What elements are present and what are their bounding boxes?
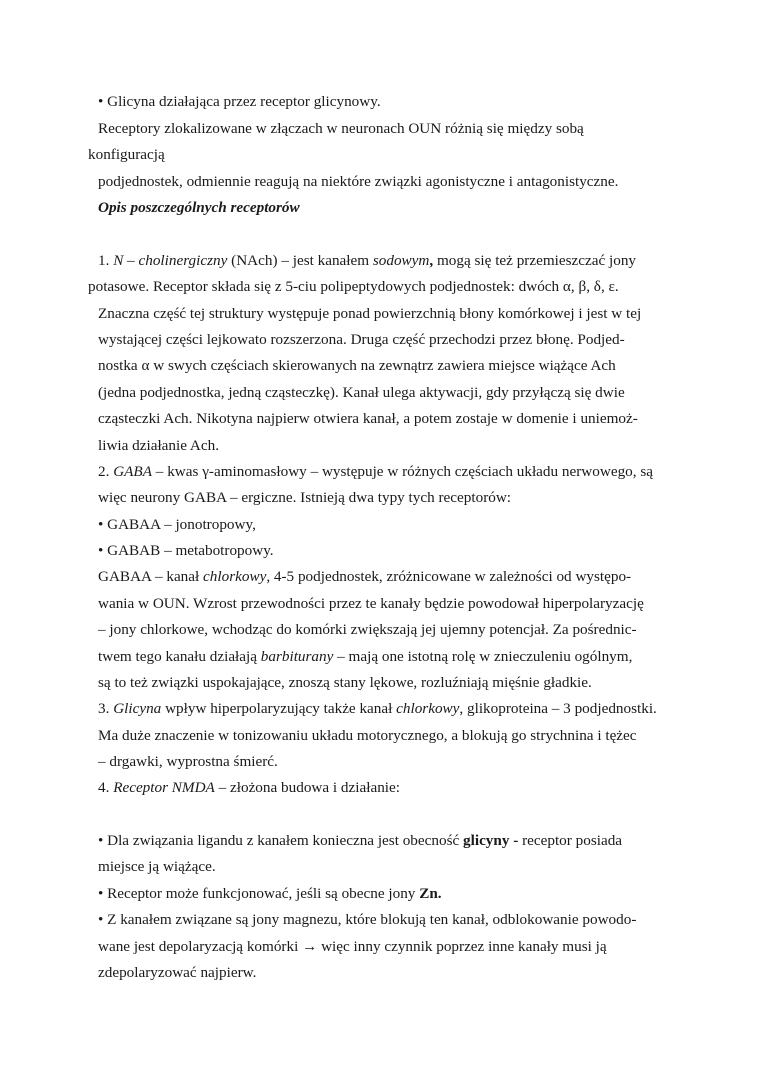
text-run: Znaczna część tej struktury występuje ponad powierzchnią błony komórkowej i jest w tej — [98, 305, 642, 322]
text-line — [98, 304, 641, 324]
text-line — [98, 488, 511, 508]
text-run: podjednostek, odmiennie reagują na niektóre związki agonistyczne i antagonistyczne. — [98, 173, 619, 190]
text-run: , glikoproteina – 3 podjednostki. — [459, 700, 657, 717]
text-run: 3. — [98, 700, 114, 717]
list-item — [98, 541, 274, 561]
text-run: • Receptor może funkcjonować, jeśli są obecne jony — [98, 885, 420, 902]
text-line — [98, 963, 256, 983]
text-run: barbiturany — [260, 648, 334, 665]
text-line — [98, 673, 592, 693]
text-run: – kwas γ-aminomasłowy – występuje w różnych częściach układu nerwowego, są — [152, 463, 654, 480]
text-run: zdepolaryzować najpierw. — [98, 964, 257, 981]
text-run: wystającej części lejkowato rozszerzona. Druga część przechodzi przez błonę. Podjed- — [98, 331, 625, 348]
text-run: wania w OUN. Wzrost przewodności przez te kanały będzie powodował hiperpolaryzację — [98, 595, 644, 612]
text-run: N – cholinergiczny — [113, 252, 228, 269]
text-run: cząsteczki Ach. Nikotyna najpierw otwiera kanał, a potem zostaje w domenie i uniemoż- — [98, 410, 638, 427]
text-run: , — [429, 252, 434, 269]
text-run: mogą się też przemieszczać jony — [433, 252, 637, 269]
text-run: (NAch) – jest kanałem — [227, 252, 373, 269]
text-run: GABA — [113, 463, 152, 480]
list-item — [98, 910, 636, 930]
text-line — [98, 436, 219, 456]
text-run: (jedna podjednostka, jedną cząsteczkę). Kanał ulega aktywacji, gdy przyłączą się dwie — [98, 384, 625, 401]
text-run: potasowe. Receptor składa się z 5-ciu polipeptydowych podjednostek: dwóch α, β, δ, ε. — [88, 278, 619, 295]
text-run: • GABAA – jonotropowy, — [98, 516, 256, 533]
text-run: liwia działanie Ach. — [98, 437, 220, 454]
text-run: wpływ hiperpolaryzujący także kanał — [161, 700, 397, 717]
text-run: miejsce ją wiążące. — [98, 858, 216, 875]
text-run: 1. — [98, 252, 114, 269]
text-line — [98, 356, 616, 376]
text-run: GABAA – kanał — [98, 568, 204, 585]
text-run: wane jest depolaryzacją komórki → więc inny czynnik poprzez inne kanały musi ją — [98, 938, 607, 955]
text-run: chlorkowy — [396, 700, 460, 717]
text-line — [98, 330, 625, 350]
text-run: twem tego kanału działają — [98, 648, 261, 665]
text-run: , 4-5 podjednostek, zróżnicowane w zależności od występo- — [266, 568, 632, 585]
text-run: – mają one istotną rolę w znieczuleniu ogólnym, — [333, 648, 633, 665]
text-line — [98, 172, 618, 192]
text-line — [98, 752, 278, 772]
text-line — [98, 620, 637, 640]
section-heading — [98, 198, 300, 218]
text-run: • Glicyna działająca przez receptor glicynowy. — [98, 93, 381, 110]
text-run: sodowym — [372, 252, 430, 269]
text-line — [98, 567, 631, 587]
text-run: receptor posiada — [518, 832, 623, 849]
text-run: • Dla związania ligandu z kanałem konieczna jest obecność — [98, 832, 464, 849]
text-run: Ma duże znaczenie w tonizowaniu układu motorycznego, a blokują go strychnina i tężec — [98, 727, 637, 744]
text-line — [98, 937, 607, 957]
text-line — [98, 647, 632, 667]
text-run: 4. — [98, 779, 114, 796]
text-line — [98, 383, 625, 403]
text-line — [98, 409, 638, 429]
text-line — [88, 145, 165, 165]
text-run: glicyny - — [463, 832, 519, 849]
text-line — [98, 251, 636, 271]
text-line — [98, 857, 216, 877]
text-run: – jony chlorkowe, wchodząc do komórki zwiększają jej ujemny potencjał. Za pośrednic- — [98, 621, 637, 638]
text-line — [98, 92, 381, 112]
text-run: • GABAB – metabotropowy. — [98, 542, 274, 559]
text-run: Receptory zlokalizowane w złączach w neuronach OUN różnią się między sobą — [98, 120, 584, 137]
list-item — [98, 515, 256, 535]
text-line — [98, 594, 644, 614]
text-line — [98, 699, 657, 719]
text-run: Zn. — [419, 885, 442, 902]
text-run: – drgawki, wyprostna śmierć. — [98, 753, 278, 770]
list-item — [98, 831, 622, 851]
text-run: Receptor NMDA — [113, 779, 215, 796]
text-run: 2. — [98, 463, 114, 480]
text-run: • Z kanałem związane są jony magnezu, które blokują ten kanał, odblokowanie powodo- — [98, 911, 637, 928]
text-run: są to też związki uspokajające, znoszą stany lękowe, rozluźniają mięśnie gładkie. — [98, 674, 592, 691]
text-run: konfiguracją — [88, 146, 165, 163]
text-line — [98, 778, 400, 798]
text-line — [98, 462, 653, 482]
text-run: Glicyna — [113, 700, 162, 717]
list-item — [98, 884, 442, 904]
text-line — [98, 726, 637, 746]
text-run: chlorkowy — [203, 568, 267, 585]
text-run: – złożona budowa i działanie: — [214, 779, 400, 796]
text-line — [88, 277, 619, 297]
text-run: więc neurony GABA – ergiczne. Istnieją dwa typy tych receptorów: — [98, 489, 512, 506]
text-line — [98, 119, 584, 139]
text-run: nostka α w swych częściach skierowanych na zewnątrz zawiera miejsce wiążące Ach — [98, 357, 616, 374]
text-run: Opis poszczególnych receptorów — [98, 199, 300, 216]
